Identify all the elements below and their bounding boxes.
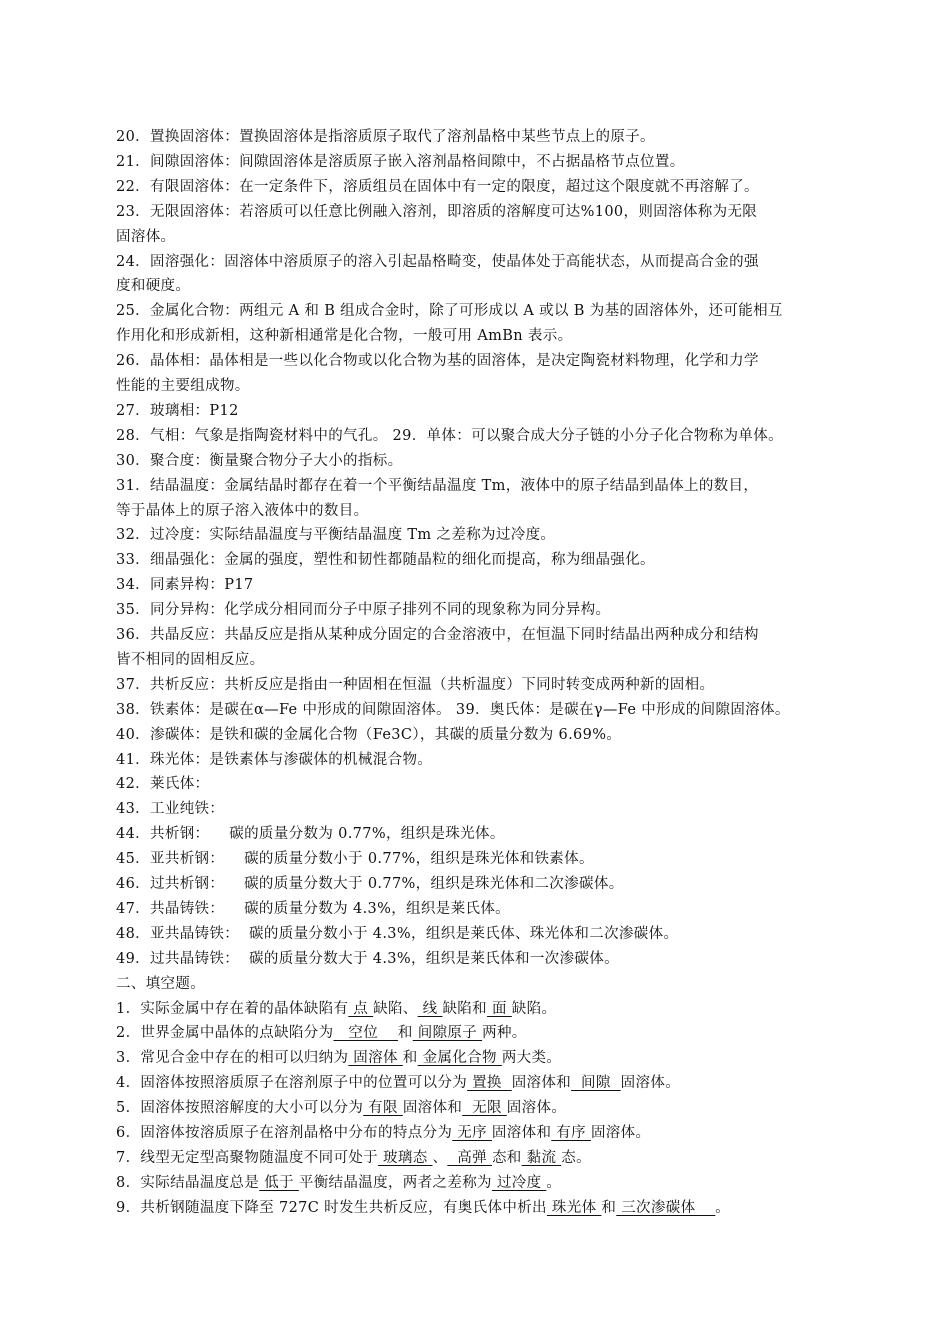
answer-blank: 玻璃态 [378,1149,433,1166]
text-line: 36．共晶反应：共晶反应是指从某种成分固定的合金溶液中，在恒温下同时结晶出两种成分和结构 [116,627,759,643]
text-line: 7．线型无定型高聚物随温度不同可处于 玻璃态 、 高弹 态和 黏流 态。 [116,1149,591,1166]
text-line: 32．过冷度：实际结晶温度与平衡结晶温度 Tm 之差称为过冷度。 [116,527,556,544]
answer-blank: 三次渗碳体 [616,1199,716,1216]
text-line: 47．共晶铸铁： 碳的质量分数为 4.3%，组织是莱氏体。 [116,900,511,917]
text-line: 24．固溶强化：固溶体中溶质原子的溶入引起晶格畸变，使晶体处于高能状态，从而提高合金的强 [116,253,759,270]
answer-blank: 点 [348,1000,374,1017]
text-line: 49．过共晶铸铁： 碳的质量分数大于 4.3%，组织是莱氏体和一次渗碳体。 [116,950,619,967]
section-heading: 二、填空题。 [116,975,206,992]
text-line: 1．实际金属中存在着的晶体缺陷有 点 缺陷、 线 缺陷和 面 缺陷。 [116,1000,557,1017]
text-line: 4．固溶体按照溶质原子在溶剂原子中的位置可以分为 置换 固溶体和 间隙 固溶体。 [116,1075,681,1092]
text-line: 38．铁素体：是碳在α—Fe 中形成的间隙固溶体。 39．奥氏体：是碳在γ—Fe 中形成的间隙固溶体。 [116,701,790,718]
text-line: 性能的主要组成物。 [116,378,250,394]
text-line: 40．渗碳体：是铁和碳的金属化合物（Fe3C），其碳的质量分数为 6.69%。 [116,726,622,743]
text-line: 44．共析钢： 碳的质量分数为 0.77%，组织是珠光体。 [116,826,505,843]
answer-blank: 过冷度 [491,1174,547,1191]
text-line: 46．过共析钢： 碳的质量分数大于 0.77%，组织是珠光体和二次渗碳体。 [116,876,624,892]
text-line: 等于晶体上的原子溶入液体中的数目。 [116,502,369,519]
answer-blank: 珠光体 [546,1199,602,1216]
answer-blank: 有限 [363,1100,403,1117]
text-line: 41．珠光体：是铁素体与渗碳体的机械混合物。 [116,751,433,768]
answer-blank: 空位 [333,1025,398,1042]
text-line: 28．气相：气象是指陶瓷材料中的气孔。 29．单体：可以聚合成大分子链的小分子化合物称为单体。 [116,427,783,444]
text-line: 3．常见合金中存在的相可以归纳为 固溶体 和 金属化合物 两大类。 [116,1050,562,1067]
text-line: 33．细晶强化：金属的强度，塑性和韧性都随晶粒的细化而提高，称为细晶强化。 [116,552,655,569]
text-line: 6．固溶体按溶质原子在溶剂晶格中分布的特点分为 无序 固溶体和 有序 固溶体。 [116,1125,651,1141]
answer-blank: 无限 [462,1100,507,1117]
text-line: 25．金属化合物：两组元 A 和 B 组成合金时，除了可形成以 A 或以 B 为基的固溶体外，还可能相互 [116,303,783,320]
text-line: 21．间隙固溶体：间隙固溶体是溶质原子嵌入溶剂晶格间隙中，不占据晶格节点位置。 [116,153,685,170]
text-line: 27．玻璃相：P12 [116,402,239,419]
text-line: 22．有限固溶体：在一定条件下，溶质组员在固体中有一定的限度，超过这个限度就不再溶解了。 [116,178,759,195]
answer-blank: 线 [417,1000,443,1017]
text-line: 48．亚共晶铸铁： 碳的质量分数小于 4.3%，组织是莱氏体、珠光体和二次渗碳体。 [116,925,679,942]
text-line: 30．聚合度：衡量聚合物分子大小的指标。 [116,452,403,469]
text-line: 9．共析钢随温度下降至 727C 时发生共析反应，有奥氏体中析出 珠光体 和 三次渗碳体 。 [116,1199,731,1216]
text-line: 23．无限固溶体：若溶质可以任意比例融入溶剂，即溶质的溶解度可达%100，则固溶体称为无限 [116,203,758,220]
text-line: 31．结晶温度：金属结晶时都存在着一个平衡结晶温度 Tm，液体中的原子结晶到晶体上的数目， [116,477,759,494]
answer-blank: 有序 [551,1125,591,1141]
text-line: 34．同素异构：P17 [116,577,254,594]
text-line: 8．实际结晶温度总是 低于 平衡结晶温度，两者之差称为 过冷度 。 [116,1174,562,1191]
answer-blank: 无序 [452,1125,492,1141]
answer-blank: 固溶体 [348,1050,403,1067]
text-line: 45．亚共析钢： 碳的质量分数小于 0.77%，组织是珠光体和铁素体。 [116,851,594,868]
text-line: 26．晶体相：晶体相是一些以化合物或以化合物为基的固溶体，是决定陶瓷材料物理，化学和力学 [116,353,759,370]
text-line: 作用化和形成新相，这种新相通常是化合物，一般可用 AmBn 表示。 [116,328,573,345]
text-line: 固溶体。 [116,228,176,245]
text-line: 5．固溶体按照溶解度的大小可以分为 有限 固溶体和 无限 固溶体。 [116,1100,567,1117]
answer-blank: 黏流 [521,1149,562,1166]
answer-blank: 金属化合物 [417,1050,502,1067]
answer-blank: 置换 [467,1075,512,1092]
text-line: 37．共析反应：共析反应是指由一种固相在恒温（共析温度）下同时转变成两种新的固相。 [116,676,715,693]
answer-blank: 低于 [259,1174,299,1191]
text-line: 度和硬度。 [116,278,191,295]
text-line: 2．世界金属中晶体的点缺陷分为 空位 和 间隙原子 两种。 [116,1025,527,1042]
answer-blank: 面 [487,1000,512,1017]
answer-blank: 高弹 [447,1149,492,1166]
text-line: 43．工业纯铁： [116,801,225,818]
text-line: 35．同分异构：化学成分相同而分子中原子排列不同的现象称为同分异构。 [116,602,611,619]
answer-blank: 间隙原子 [412,1025,483,1042]
text-line: 20．置换固溶体：置换固溶体是指溶质原子取代了溶剂晶格中某些节点上的原子。 [116,129,655,145]
answer-blank: 间隙 [571,1075,621,1092]
text-line: 皆不相同的固相反应。 [116,651,265,668]
text-line: 42．莱氏体： [116,776,210,793]
